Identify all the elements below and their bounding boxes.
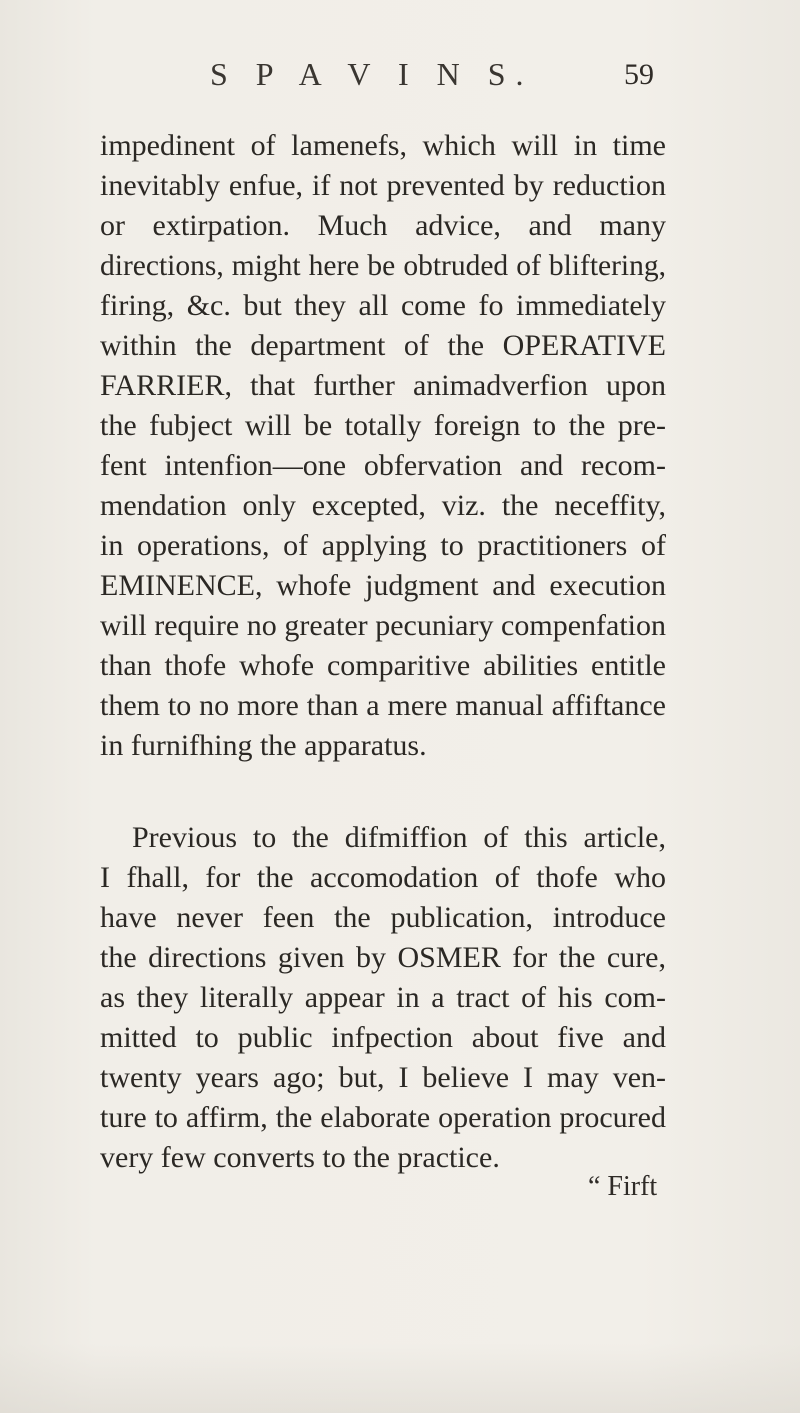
text-line: inevitably enfue, if not prevented by reduction: [100, 169, 666, 202]
text-line: will require no greater pecuniary compenfation: [100, 609, 666, 642]
running-head-title: S P A V I N S.: [210, 56, 534, 92]
text-line: in furnifhing the apparatus.: [100, 729, 427, 762]
text-line: firing, &c. but they all come fo immediately: [100, 289, 666, 322]
text-line: or extirpation. Much advice, and many: [100, 209, 666, 242]
running-head: [0, 56, 800, 104]
text-line: as they literally appear in a tract of his com-: [100, 981, 666, 1014]
page-number: 59: [624, 58, 654, 91]
text-line: them to no more than a mere manual affiftance: [100, 689, 666, 722]
text-line: twenty years ago; but, I believe I may ven-: [100, 1061, 666, 1094]
text-line: directions, might here be obtruded of bliftering,: [100, 250, 666, 282]
text-line: mitted to public infpection about five and: [100, 1021, 666, 1054]
text-line: within the department of the OPERATIVE: [100, 329, 666, 362]
text-line: I fhall, for the accomodation of thofe who: [100, 861, 666, 894]
text-line: FARRIER, that further animadverfion upon: [100, 369, 666, 402]
text-line: the directions given by OSMER for the cure,: [100, 941, 666, 974]
text-line: very few converts to the practice.: [100, 1141, 500, 1174]
catchword: “ Firft: [588, 1171, 658, 1202]
text-line: impedinent of lamenefs, which will in time: [100, 129, 666, 162]
text-line: fent intenfion—one obfervation and recom-: [100, 449, 666, 482]
text-line: have never feen the publication, introduce: [100, 901, 666, 934]
text-line: EMINENCE, whofe judgment and execution: [100, 569, 666, 602]
page-edge-shadow: [0, 1343, 800, 1413]
text-line: in operations, of applying to practitioners of: [100, 529, 666, 562]
text-line: Previous to the difmiffion of this article,: [132, 821, 666, 854]
text-line: than thofe whofe comparitive abilities entitle: [100, 649, 666, 682]
text-line: ture to affirm, the elaborate operation procured: [100, 1101, 666, 1134]
text-line: mendation only excepted, viz. the neceffity,: [100, 489, 666, 522]
text-line: the fubject will be totally foreign to the pre-: [100, 409, 666, 442]
